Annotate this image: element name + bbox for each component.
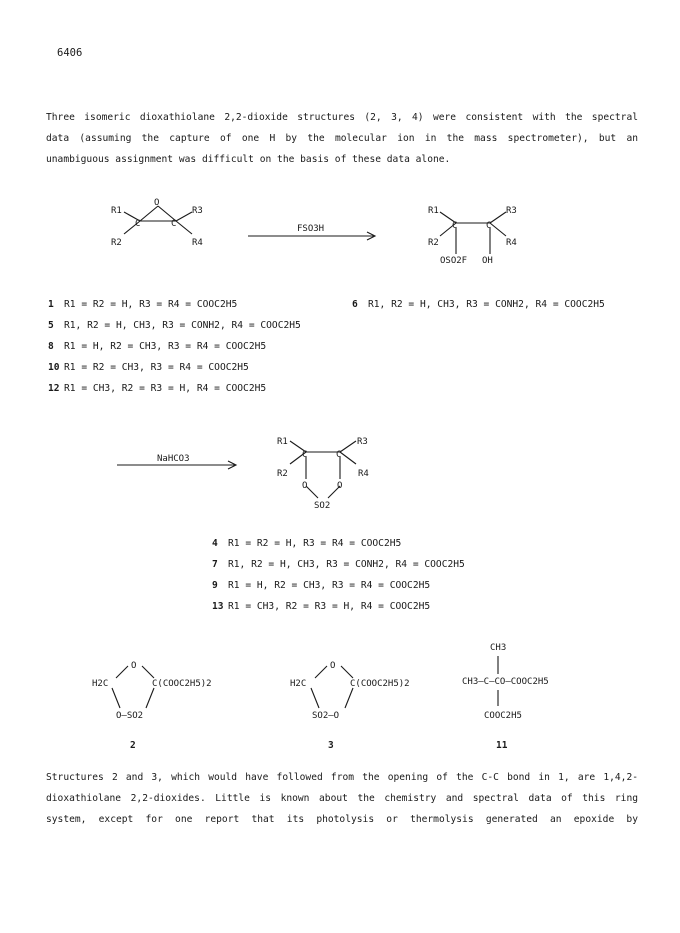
list-item: 4 R1 = R2 = H, R3 = R4 = COOC2H5 xyxy=(212,538,402,549)
diester-carbon-label: C(COOC2H5)2 xyxy=(350,679,410,689)
compound-number: 11 xyxy=(496,740,508,751)
r2-label: R2 xyxy=(111,238,122,248)
oxygen-label: O xyxy=(330,661,336,671)
reagent-fso3h: FSO3H xyxy=(297,224,325,234)
oxygen-label: O xyxy=(302,481,308,491)
sulfonyl-ring-label: SO2—O xyxy=(312,711,340,721)
ketoester-chain-label: CH3—C—CO—COOC2H5 xyxy=(462,677,549,687)
r2-label: R2 xyxy=(428,238,439,248)
compound-list-left xyxy=(48,294,301,399)
compound-list-right xyxy=(352,294,605,315)
r3-label: R3 xyxy=(357,437,368,447)
structure-2 xyxy=(92,661,212,751)
closing-paragraph xyxy=(46,767,638,830)
oxygen-label: O xyxy=(337,481,343,491)
r4-label: R4 xyxy=(506,238,517,248)
list-item: 1 R1 = R2 = H, R3 = R4 = COOC2H5 xyxy=(48,299,238,310)
methylene-label: H2C xyxy=(290,679,307,689)
page-number: 6406 xyxy=(57,47,83,59)
closing-line: dioxathiolane 2,2-dioxides. Little is known about the chemistry and spectral data of this ring xyxy=(46,793,638,804)
sulfonyl-ring-label: O—SO2 xyxy=(116,711,144,721)
oxygen-label: O xyxy=(131,661,137,671)
r1-label: R1 xyxy=(111,206,122,216)
list-item: 5 R1, R2 = H, CH3, R3 = CONH2, R4 = COOC2H5 xyxy=(48,320,301,331)
list-item: 10 R1 = R2 = CH3, R3 = R4 = COOC2H5 xyxy=(48,362,249,373)
diester-carbon-label: C(COOC2H5)2 xyxy=(152,679,212,689)
ring-opened-structure xyxy=(428,206,517,266)
epoxide-structure xyxy=(111,198,203,248)
list-item: 9 R1 = H, R2 = CH3, R3 = R4 = COOC2H5 xyxy=(212,580,431,591)
r1-label: R1 xyxy=(277,437,288,447)
intro-line: unambiguous assignment was difficult on the basis of these data alone. xyxy=(46,154,451,165)
reaction-arrow-2 xyxy=(117,454,236,469)
list-item: 7 R1, R2 = H, CH3, R3 = CONH2, R4 = COOC2H5 xyxy=(212,559,465,570)
r1-label: R1 xyxy=(428,206,439,216)
closing-line: system, except for one report that its photolysis or thermolysis generated an epoxide by xyxy=(46,814,638,825)
list-item: 12 R1 = CH3, R2 = R3 = H, R4 = COOC2H5 xyxy=(48,383,267,394)
reaction-arrow-1 xyxy=(248,224,375,240)
list-item: 8 R1 = H, R2 = CH3, R3 = R4 = COOC2H5 xyxy=(48,341,267,352)
carbon-label: C xyxy=(452,221,458,231)
fluorosulfate-label: OSO2F xyxy=(440,256,468,266)
list-item: 6 R1, R2 = H, CH3, R3 = CONH2, R4 = COOC2H5 xyxy=(352,299,605,310)
methylene-label: H2C xyxy=(92,679,109,689)
sulfonyl-label: SO2 xyxy=(314,501,331,511)
compound-number: 3 xyxy=(328,740,334,751)
structure-11 xyxy=(462,643,549,751)
r3-label: R3 xyxy=(192,206,203,216)
compound-list-product xyxy=(212,533,465,617)
ester-label: COOC2H5 xyxy=(484,711,522,721)
r2-label: R2 xyxy=(277,469,288,479)
hydroxyl-label: OH xyxy=(482,256,493,266)
carbon-label: C xyxy=(302,450,308,460)
intro-line: data (assuming the capture of one H by the molecular ion in the mass spectrometer), but an xyxy=(46,133,638,144)
carbon-label: C xyxy=(135,219,141,229)
carbon-label: C xyxy=(171,219,177,229)
r4-label: R4 xyxy=(358,469,369,479)
methyl-label: CH3 xyxy=(490,643,507,653)
carbon-label: C xyxy=(486,221,492,231)
intro-line: Three isomeric dioxathiolane 2,2-dioxide structures (2, 3, 4) were consistent with the spectral xyxy=(46,112,638,123)
intro-paragraph xyxy=(46,107,638,170)
alternative-structures xyxy=(0,636,680,756)
oxygen-label: O xyxy=(154,198,160,208)
r4-label: R4 xyxy=(192,238,203,248)
cyclic-sulfate-structure xyxy=(277,437,369,511)
structure-3 xyxy=(290,661,410,751)
compound-number: 2 xyxy=(130,740,136,751)
closing-line: Structures 2 and 3, which would have followed from the opening of the C-C bond in 1, are 1,4,2- xyxy=(46,772,638,783)
carbon-label: C xyxy=(336,450,342,460)
list-item: 13 R1 = CH3, R2 = R3 = H, R4 = COOC2H5 xyxy=(212,601,431,612)
r3-label: R3 xyxy=(506,206,517,216)
reagent-nahco3: NaHCO3 xyxy=(157,454,190,464)
